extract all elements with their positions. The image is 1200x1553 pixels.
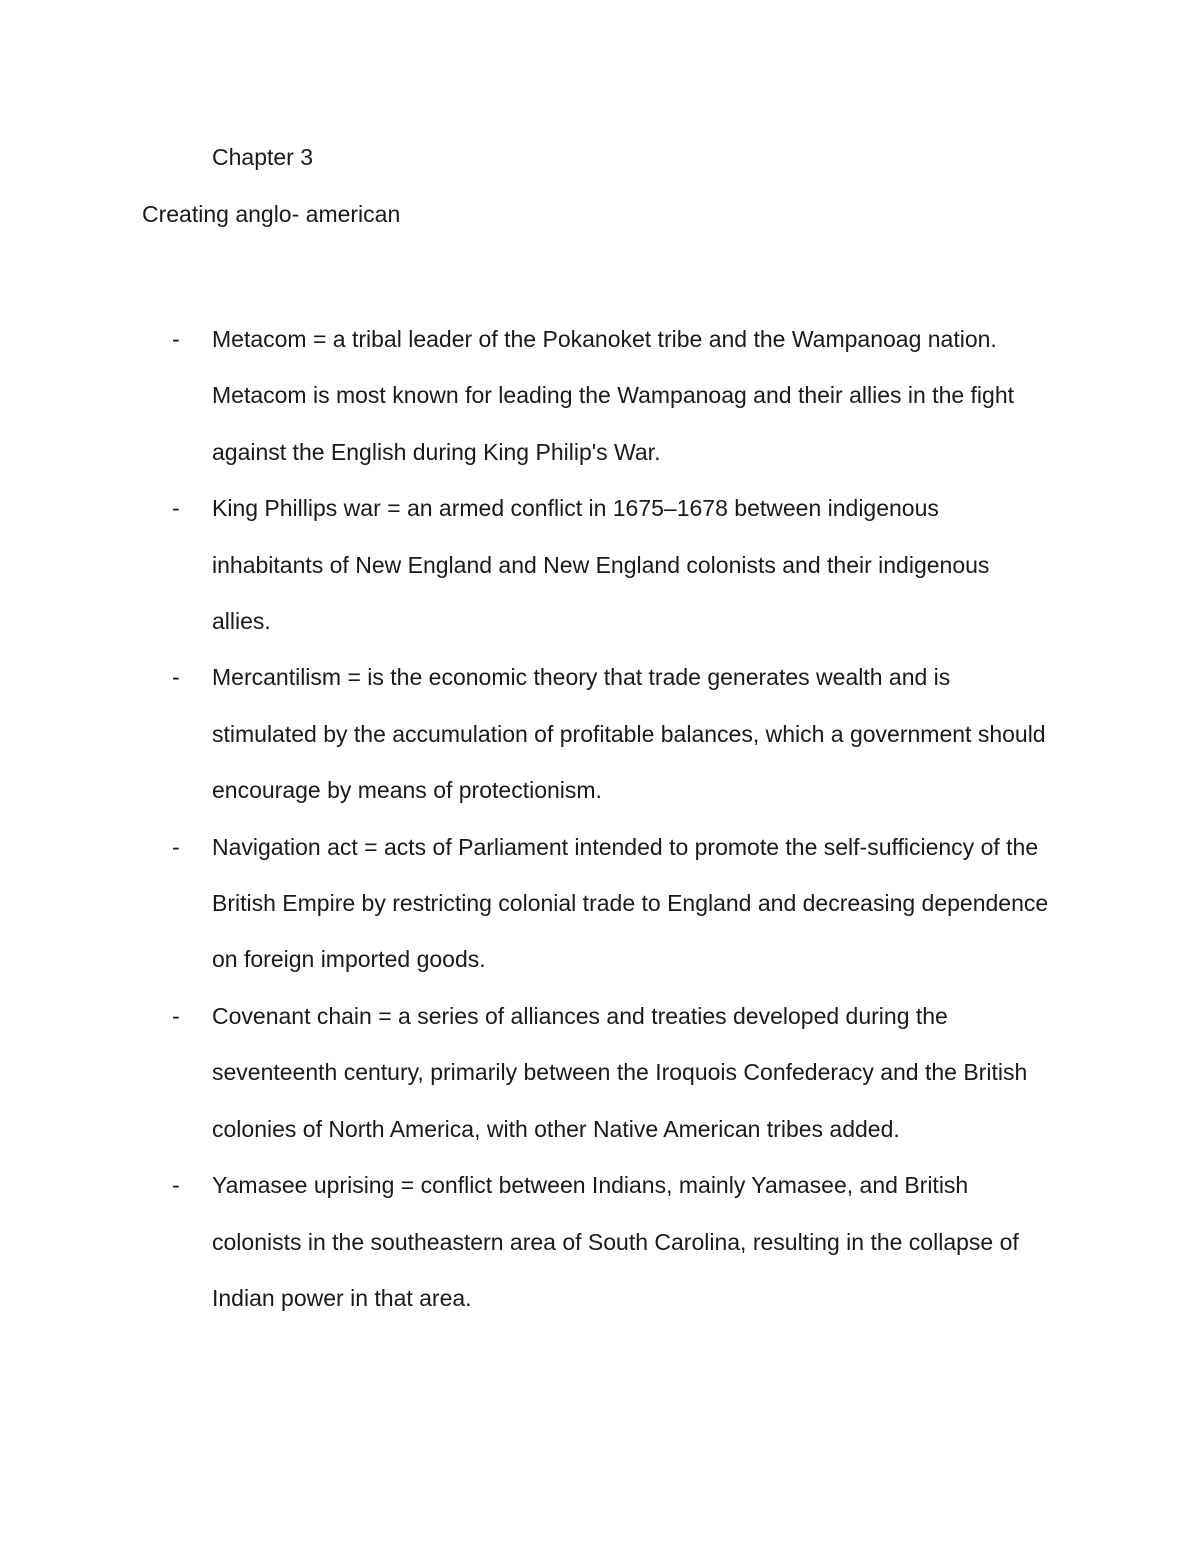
note-text: King Phillips war = an armed conflict in 1675–1678 between indigenous inhabitants of New England and New England colonists and their indigenous allies. [212, 495, 990, 635]
note-text: Yamasee uprising = conflict between Indians, mainly Yamasee, and British colonists in the southeastern area of South Carolina, resulting in the collapse of Indian power in that area. [212, 1172, 1019, 1311]
note-text: Covenant chain = a series of alliances and treaties developed during the seventeenth century, primarily between the Iroquois Confederacy and the British colonies of North America, with other Native American tribes added. [212, 1002, 1028, 1142]
bullet-dash: - [172, 326, 180, 352]
list-item-mercantilism [0, 649, 1052, 818]
bullet-dash: - [172, 664, 180, 691]
chapter-heading: Chapter 3 [212, 144, 314, 170]
list-item-king-phillips-war [0, 480, 1052, 649]
list-item-navigation-act [0, 819, 1052, 988]
list-item-metacom [0, 311, 1052, 480]
note-text: Navigation act = acts of Parliament intended to promote the self-sufficiency of the British Empire by restricting colonial trade to England and decreasing dependence on foreign imported goods. [212, 833, 1049, 973]
note-text: Mercantilism = is the economic theory that trade generates wealth and is stimulated by the accumulation of profitable balances, which a government should encourage by means of protectionism. [212, 664, 1046, 804]
list-item-covenant-chain [0, 988, 1052, 1157]
list-item-yamasee-uprising [0, 1157, 1052, 1326]
notes-list [0, 311, 1200, 1326]
note-text: Metacom = a tribal leader of the Pokanoket tribe and the Wampanoag nation. Metacom is most known for leading the Wampanoag and their allies in the fight against the English during King Philip's War. [212, 326, 1015, 465]
bullet-dash: - [172, 1002, 180, 1029]
bullet-dash: - [172, 833, 180, 860]
bullet-dash: - [172, 1172, 180, 1199]
document-subtitle: Creating anglo- american [142, 201, 401, 227]
bullet-dash: - [172, 495, 180, 522]
